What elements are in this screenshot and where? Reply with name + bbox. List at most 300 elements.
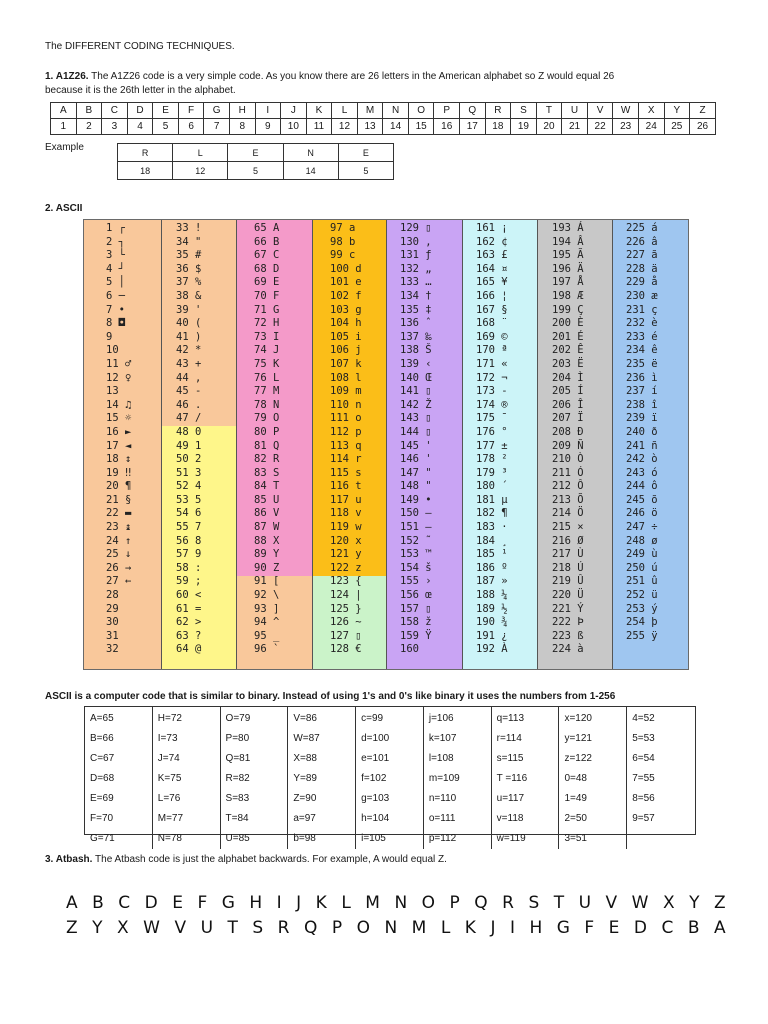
- ascii-chart-entry: 116 t: [330, 480, 362, 493]
- a1z26-number-cell: 17: [460, 119, 486, 135]
- atbash-letter: X: [117, 918, 129, 938]
- atbash-letter: Z: [66, 918, 78, 938]
- a1z26-number-cell: 8: [229, 119, 255, 135]
- reference-entry: l=108: [428, 753, 454, 764]
- ascii-chart-entry: 100 d: [330, 262, 362, 275]
- ascii-chart-entry: 221 Ý: [552, 602, 584, 615]
- reference-entry: 5=53: [632, 733, 655, 744]
- a1z26-number-cell: 18: [485, 119, 511, 135]
- ascii-chart-entry: 140 Œ: [400, 371, 432, 384]
- ascii-chart-entry: 171 «: [476, 357, 508, 370]
- ascii-chart-entry: 57 9: [176, 548, 202, 561]
- ascii-chart-entry: 152 ˜: [400, 534, 432, 547]
- ascii-chart-entry: 153 ™: [400, 548, 432, 561]
- atbash-heading: 3. Atbash.: [45, 854, 93, 865]
- ascii-note: ASCII is a computer code that is similar to binary. Instead of using 1's and 0's like binary it uses the numbers from 1-256: [45, 691, 616, 702]
- atbash-letter: Q: [303, 918, 318, 938]
- ascii-chart-entry: 179 ³: [476, 466, 508, 479]
- ascii-chart-entry: 50 2: [176, 453, 202, 466]
- a1z26-number-cell: 4: [127, 119, 153, 135]
- atbash-letter: L: [341, 893, 351, 913]
- ascii-chart-entry: 172 ¬: [476, 371, 508, 384]
- reference-entry: b=98: [293, 833, 316, 844]
- reference-entry: x=120: [564, 713, 592, 724]
- reference-entry: s=115: [496, 753, 524, 764]
- ascii-chart-entry: 239 ï: [626, 412, 658, 425]
- ascii-chart-entry: 230 æ: [626, 289, 658, 302]
- ascii-chart-entry: 12 ♀: [106, 371, 132, 384]
- ascii-chart-entry: 237 í: [626, 385, 658, 398]
- ascii-chart-entry: 192 À: [476, 643, 508, 656]
- a1z26-description-1: The A1Z26 code is a very simple code. As you know there are 26 letters in the American alphabet so Z would equal 26: [91, 71, 615, 82]
- atbash-letter: B: [92, 893, 104, 913]
- ascii-chart-entry: 167 §: [476, 303, 508, 316]
- a1z26-table: [50, 102, 716, 135]
- ascii-chart-entry: 36 $: [176, 262, 202, 275]
- ascii-chart-entry: 173 -: [476, 385, 508, 398]
- ascii-chart-entry: 76 L: [254, 371, 280, 384]
- reference-entry: J=74: [157, 753, 180, 764]
- ascii-chart-entry: 19 ‼: [106, 466, 132, 479]
- ascii-chart-entry: 141 ▯: [400, 385, 432, 398]
- ascii-chart-entry: 62 >: [176, 616, 202, 629]
- reference-entry: e=101: [361, 753, 390, 764]
- atbash-letter: I: [509, 918, 515, 938]
- ascii-chart-entry: 113 q: [330, 439, 362, 452]
- reference-entry: Q=81: [225, 753, 251, 764]
- ascii-chart-entry: 225 á: [626, 222, 658, 234]
- reference-column: [492, 707, 560, 849]
- ascii-chart-entry: 111 o: [330, 412, 362, 425]
- ascii-chart-entry: 159 Ÿ: [400, 629, 432, 642]
- ascii-chart-entry: 220 Ü: [552, 589, 584, 602]
- ascii-chart-entry: 33 !: [176, 222, 202, 234]
- reference-entry: X=88: [293, 753, 317, 764]
- ascii-chart-entry: 241 ñ: [626, 439, 658, 452]
- reference-entry: W=87: [293, 733, 320, 744]
- ascii-chart-entry: 158 ž: [400, 616, 432, 629]
- ascii-chart-entry: 3 └: [106, 249, 125, 262]
- atbash-letter: U: [578, 893, 592, 913]
- atbash-letter: T: [227, 918, 238, 938]
- reference-entry: 1=49: [564, 793, 587, 804]
- reference-entry: L=76: [157, 793, 181, 804]
- reference-entry: F=70: [90, 813, 114, 824]
- ascii-chart-entry: 104 h: [330, 317, 362, 330]
- ascii-chart-entry: 242 ò: [626, 453, 658, 466]
- ascii-chart-entry: 4 ┘: [106, 262, 125, 275]
- atbash-letter: S: [528, 893, 540, 913]
- ascii-chart-entry: 91 [: [254, 575, 280, 588]
- ascii-chart-entry: 17 ◄: [106, 439, 132, 452]
- ascii-chart-entry: 229 å: [626, 276, 658, 289]
- ascii-chart-entry: 254 þ: [626, 616, 658, 629]
- a1z26-number-cell: 26: [690, 119, 716, 135]
- ascii-heading: 2. ASCII: [45, 203, 83, 214]
- reference-column: [153, 707, 221, 849]
- ascii-chart-entry: 198 Æ: [552, 289, 584, 302]
- a1z26-number-cell: 1: [51, 119, 77, 135]
- example-number-row: [118, 162, 394, 180]
- reference-entry: a=97: [293, 813, 316, 824]
- atbash-letter: K: [315, 893, 327, 913]
- example-label: Example: [45, 142, 84, 153]
- ascii-chart-entry: 109 m: [330, 385, 362, 398]
- ascii-chart-entry: 1 ┌: [106, 222, 125, 234]
- a1z26-letter-cell: R: [485, 103, 511, 119]
- ascii-chart-entry: 244 ô: [626, 480, 658, 493]
- example-letter-cell: E: [338, 144, 393, 162]
- ascii-chart-entry: 6 ─: [106, 289, 125, 302]
- ascii-chart-entry: 204 Ì: [552, 371, 584, 384]
- a1z26-intro: [45, 70, 745, 83]
- reference-entry: M=77: [157, 813, 184, 824]
- ascii-chart-entry: 155 ›: [400, 575, 432, 588]
- ascii-chart-entry: 45 -: [176, 385, 202, 398]
- ascii-chart-entry: 138 Š: [400, 344, 432, 357]
- atbash-letter: T: [553, 893, 565, 913]
- a1z26-letter-cell: A: [51, 103, 77, 119]
- reference-entry: 8=56: [632, 793, 655, 804]
- ascii-chart-entry: 40 (: [176, 317, 202, 330]
- atbash-letter: R: [277, 918, 290, 938]
- ascii-chart-entry: 147 ": [400, 466, 432, 479]
- ascii-chart-entry: 110 n: [330, 398, 362, 411]
- ascii-chart-entry: 150 –: [400, 507, 432, 520]
- ascii-chart-entry: 128 €: [330, 643, 362, 656]
- ascii-chart-entry: 142 Ž: [400, 398, 432, 411]
- ascii-chart-entry: 78 N: [254, 398, 280, 411]
- ascii-chart-entry: 186 º: [476, 561, 508, 574]
- ascii-reference-grid: [84, 706, 696, 844]
- atbash-letter: E: [608, 918, 620, 938]
- reference-entry: H=72: [157, 713, 182, 724]
- atbash-letter: L: [440, 918, 451, 938]
- ascii-chart-entry: 164 ¤: [476, 262, 508, 275]
- ascii-chart-entry: 60 <: [176, 589, 202, 602]
- ascii-chart-entry: 93 ]: [254, 602, 280, 615]
- a1z26-letter-cell: Q: [460, 103, 486, 119]
- ascii-chart-entry: 188 ¼: [476, 589, 508, 602]
- ascii-chart-entry: 80 P: [254, 425, 280, 438]
- chart-column-divider: [161, 220, 162, 669]
- ascii-chart-entry: 106 j: [330, 344, 362, 357]
- a1z26-letter-cell: F: [178, 103, 204, 119]
- ascii-chart-entry: 180 ´: [476, 480, 508, 493]
- ascii-chart-entry: 11 ♂: [106, 357, 132, 370]
- ascii-chart-entry: 161 ¡: [476, 222, 508, 234]
- ascii-chart-entry: 73 I: [254, 330, 280, 343]
- atbash-letter: X: [662, 893, 675, 913]
- reference-entry: G=71: [90, 833, 115, 844]
- ascii-chart-column: [400, 222, 432, 657]
- ascii-chart-entry: 83 S: [254, 466, 280, 479]
- ascii-chart-entry: 206 Î: [552, 398, 584, 411]
- a1z26-number-cell: 25: [664, 119, 690, 135]
- atbash-letter: F: [197, 893, 208, 913]
- ascii-chart-entry: 196 Ä: [552, 262, 584, 275]
- ascii-chart-entry: 251 û: [626, 575, 658, 588]
- a1z26-letter-cell: K: [306, 103, 332, 119]
- ascii-chart-entry: 75 K: [254, 357, 280, 370]
- ascii-chart-entry: 47 /: [176, 412, 202, 425]
- reference-column: [356, 707, 424, 849]
- ascii-chart-entry: 145 ': [400, 439, 432, 452]
- ascii-chart-entry: 102 f: [330, 289, 362, 302]
- ascii-chart-entry: 23 ↨: [106, 521, 132, 534]
- ascii-chart-entry: 48 0: [176, 425, 202, 438]
- ascii-chart-entry: 143 ▯: [400, 412, 432, 425]
- ascii-chart-entry: 134 †: [400, 289, 432, 302]
- reference-entry: j=106: [428, 713, 454, 724]
- ascii-chart-entry: 61 =: [176, 602, 202, 615]
- atbash-letter: V: [605, 893, 618, 913]
- example-number-cell: 18: [118, 162, 173, 180]
- a1z26-number-cell: 16: [434, 119, 460, 135]
- ascii-chart-entry: 82 R: [254, 453, 280, 466]
- ascii-chart-entry: 127 ▯: [330, 629, 362, 642]
- ascii-chart-entry: 98 b: [330, 235, 356, 248]
- reference-column: [288, 707, 356, 849]
- reference-entry: E=69: [90, 793, 114, 804]
- a1z26-number-cell: 9: [255, 119, 281, 135]
- ascii-chart-entry: 194 Â: [552, 235, 584, 248]
- atbash-letter: B: [687, 918, 700, 938]
- reference-entry: 4=52: [632, 713, 655, 724]
- a1z26-letter-row: [51, 103, 716, 119]
- ascii-chart-entry: 34 ": [176, 235, 202, 248]
- ascii-chart-entry: 69 E: [254, 276, 280, 289]
- ascii-chart-entry: 71 G: [254, 303, 280, 316]
- example-letter-cell: L: [173, 144, 228, 162]
- reference-column: [559, 707, 627, 849]
- atbash-letter: H: [249, 893, 263, 913]
- atbash-letter: O: [421, 893, 436, 913]
- ascii-chart-entry: 58 :: [176, 561, 202, 574]
- ascii-chart-entry: 137 ‰: [400, 330, 432, 343]
- ascii-chart-entry: 129 ▯: [400, 222, 432, 234]
- atbash-letter: G: [556, 918, 570, 938]
- example-table: [117, 143, 394, 180]
- reference-entry: u=117: [496, 793, 524, 804]
- reference-entry: [627, 829, 695, 849]
- a1z26-number-cell: 6: [178, 119, 204, 135]
- ascii-chart-entry: 88 X: [254, 534, 280, 547]
- ascii-chart-entry: 30: [106, 616, 119, 629]
- ascii-chart-entry: 210 Ò: [552, 453, 584, 466]
- ascii-chart-entry: 15 ☼: [106, 412, 132, 425]
- ascii-chart-entry: 81 Q: [254, 439, 280, 452]
- reference-entry: y=121: [564, 733, 592, 744]
- ascii-chart-entry: 151 —: [400, 521, 432, 534]
- ascii-chart-entry: 154 š: [400, 561, 432, 574]
- ascii-chart-entry: 248 ø: [626, 534, 658, 547]
- ascii-chart-entry: 185 ¹: [476, 548, 508, 561]
- ascii-chart-entry: 114 r: [330, 453, 362, 466]
- ascii-chart-entry: 29: [106, 602, 119, 615]
- ascii-chart-entry: 9: [106, 330, 113, 343]
- a1z26-number-cell: 15: [408, 119, 434, 135]
- atbash-letter: Q: [474, 893, 488, 913]
- reference-entry: V=86: [293, 713, 317, 724]
- ascii-chart-entry: 21 §: [106, 493, 132, 506]
- ascii-chart-entry: 201 É: [552, 330, 584, 343]
- a1z26-number-cell: 23: [613, 119, 639, 135]
- atbash-letter: J: [490, 918, 496, 938]
- reference-entry: R=82: [225, 773, 250, 784]
- ascii-chart-entry: 191 ¿: [476, 629, 508, 642]
- ascii-chart-entry: 203 Ë: [552, 357, 584, 370]
- a1z26-letter-cell: I: [255, 103, 281, 119]
- ascii-chart-entry: 174 ®: [476, 398, 508, 411]
- a1z26-letter-cell: L: [332, 103, 358, 119]
- example-number-cell: 14: [283, 162, 338, 180]
- ascii-chart-entry: 64 @: [176, 643, 202, 656]
- a1z26-number-cell: 2: [76, 119, 102, 135]
- ascii-chart-entry: 8 ◘: [106, 317, 125, 330]
- ascii-chart-entry: 149 •: [400, 493, 432, 506]
- atbash-forward-alphabet: [66, 893, 726, 913]
- ascii-chart-entry: 195 Ã: [552, 249, 584, 262]
- ascii-chart-entry: 22 ▬: [106, 507, 132, 520]
- a1z26-letter-cell: E: [153, 103, 179, 119]
- ascii-chart-entry: 255 ÿ: [626, 629, 658, 642]
- reference-entry: i=105: [361, 833, 386, 844]
- a1z26-number-cell: 22: [587, 119, 613, 135]
- ascii-chart-entry: 211 Ó: [552, 466, 584, 479]
- ascii-chart-entry: 222 Þ: [552, 616, 584, 629]
- a1z26-letter-cell: B: [76, 103, 102, 119]
- a1z26-number-cell: 24: [638, 119, 664, 135]
- ascii-chart-entry: 101 e: [330, 276, 362, 289]
- chart-column-divider: [312, 220, 313, 669]
- reference-entry: 6=54: [632, 753, 655, 764]
- ascii-chart-entry: 170 ª: [476, 344, 508, 357]
- ascii-chart-column: [552, 222, 584, 657]
- ascii-chart-entry: 160: [400, 643, 419, 656]
- a1z26-number-cell: 5: [153, 119, 179, 135]
- ascii-chart-entry: 65 A: [254, 222, 280, 234]
- atbash-letter: D: [144, 893, 158, 913]
- ascii-chart-entry: 35 #: [176, 249, 202, 262]
- ascii-chart-entry: 14 ♫: [106, 398, 132, 411]
- a1z26-heading: 1. A1Z26.: [45, 71, 89, 82]
- ascii-chart-entry: 231 ç: [626, 303, 658, 316]
- a1z26-number-cell: 12: [332, 119, 358, 135]
- ascii-chart-entry: 148 ": [400, 480, 432, 493]
- ascii-chart-entry: 25 ↓: [106, 548, 132, 561]
- atbash-letter: J: [296, 893, 302, 913]
- ascii-chart-entry: 49 1: [176, 439, 202, 452]
- a1z26-letter-cell: Z: [690, 103, 716, 119]
- a1z26-number-cell: 13: [357, 119, 383, 135]
- atbash-letter: R: [502, 893, 514, 913]
- ascii-chart-entry: 20 ¶: [106, 480, 132, 493]
- ascii-chart-entry: 177 ±: [476, 439, 508, 452]
- atbash-letter: Z: [713, 893, 726, 913]
- atbash-description: The Atbash code is just the alphabet backwards. For example, A would equal Z.: [95, 854, 447, 865]
- ascii-chart-column: [330, 222, 362, 657]
- ascii-chart-entry: 56 8: [176, 534, 202, 547]
- a1z26-letter-cell: M: [357, 103, 383, 119]
- ascii-chart-entry: 217 Ù: [552, 548, 584, 561]
- ascii-chart-entry: 234 ê: [626, 344, 658, 357]
- ascii-chart-entry: 168 ¨: [476, 317, 508, 330]
- reference-entry: n=110: [428, 793, 457, 804]
- ascii-chart-entry: 118 v: [330, 507, 362, 520]
- ascii-chart-entry: 216 Ø: [552, 534, 584, 547]
- ascii-chart-entry: 245 õ: [626, 493, 658, 506]
- ascii-chart-entry: 39 ': [176, 303, 202, 316]
- ascii-chart-entry: 136 ˆ: [400, 317, 432, 330]
- a1z26-letter-cell: T: [536, 103, 562, 119]
- atbash-letter: P: [449, 893, 460, 913]
- ascii-chart-entry: 247 ÷: [626, 521, 658, 534]
- a1z26-number-cell: 7: [204, 119, 230, 135]
- ascii-chart-entry: 253 ý: [626, 602, 658, 615]
- a1z26-description-2: because it is the 26th letter in the alphabet.: [45, 85, 236, 96]
- ascii-chart-entry: 219 Û: [552, 575, 584, 588]
- ascii-chart-entry: 86 V: [254, 507, 280, 520]
- ascii-chart-entry: 96 `: [254, 643, 280, 656]
- ascii-chart-entry: 125 }: [330, 602, 362, 615]
- ascii-chart-entry: 63 ?: [176, 629, 202, 642]
- atbash-intro: [45, 853, 447, 866]
- ascii-chart-entry: 94 ^: [254, 616, 280, 629]
- reference-entry: 9=57: [632, 813, 655, 824]
- ascii-chart-entry: 41 ): [176, 330, 202, 343]
- ascii-chart-entry: 131 ƒ: [400, 249, 432, 262]
- atbash-letter: Y: [689, 893, 700, 913]
- ascii-chart-entry: 176 °: [476, 425, 508, 438]
- atbash-letter: F: [584, 918, 595, 938]
- a1z26-number-cell: 10: [281, 119, 307, 135]
- reference-entry: h=104: [361, 813, 390, 824]
- ascii-chart-entry: 252 ü: [626, 589, 658, 602]
- reference-column: [221, 707, 289, 849]
- a1z26-letter-cell: W: [613, 103, 639, 119]
- ascii-chart-entry: 139 ‹: [400, 357, 432, 370]
- a1z26-letter-cell: V: [587, 103, 613, 119]
- atbash-letter: M: [365, 893, 380, 913]
- atbash-backward-alphabet: [66, 918, 726, 938]
- example-number-cell: 12: [173, 162, 228, 180]
- atbash-letter: W: [631, 893, 649, 913]
- ascii-chart-entry: 89 Y: [254, 548, 280, 561]
- atbash-letter: P: [331, 918, 343, 938]
- ascii-chart-entry: 53 5: [176, 493, 202, 506]
- ascii-chart-entry: 144 ▯: [400, 425, 432, 438]
- ascii-chart-entry: 123 {: [330, 575, 362, 588]
- atbash-letter: W: [143, 918, 160, 938]
- reference-entry: D=68: [90, 773, 115, 784]
- reference-entry: m=109: [428, 773, 460, 784]
- example-letter-row: [118, 144, 394, 162]
- example-letter-cell: N: [283, 144, 338, 162]
- reference-entry: A=65: [90, 713, 114, 724]
- a1z26-number-cell: 14: [383, 119, 409, 135]
- ascii-chart-entry: 79 O: [254, 412, 280, 425]
- ascii-chart-entry: 55 7: [176, 521, 202, 534]
- ascii-chart-entry: 124 |: [330, 589, 362, 602]
- ascii-chart-entry: 26 →: [106, 561, 132, 574]
- ascii-chart-entry: 207 Ï: [552, 412, 584, 425]
- ascii-chart-entry: 187 »: [476, 575, 508, 588]
- ascii-chart-entry: 178 ²: [476, 453, 508, 466]
- reference-entry: q=113: [496, 713, 524, 724]
- a1z26-letter-cell: P: [434, 103, 460, 119]
- reference-entry: w=119: [496, 833, 526, 844]
